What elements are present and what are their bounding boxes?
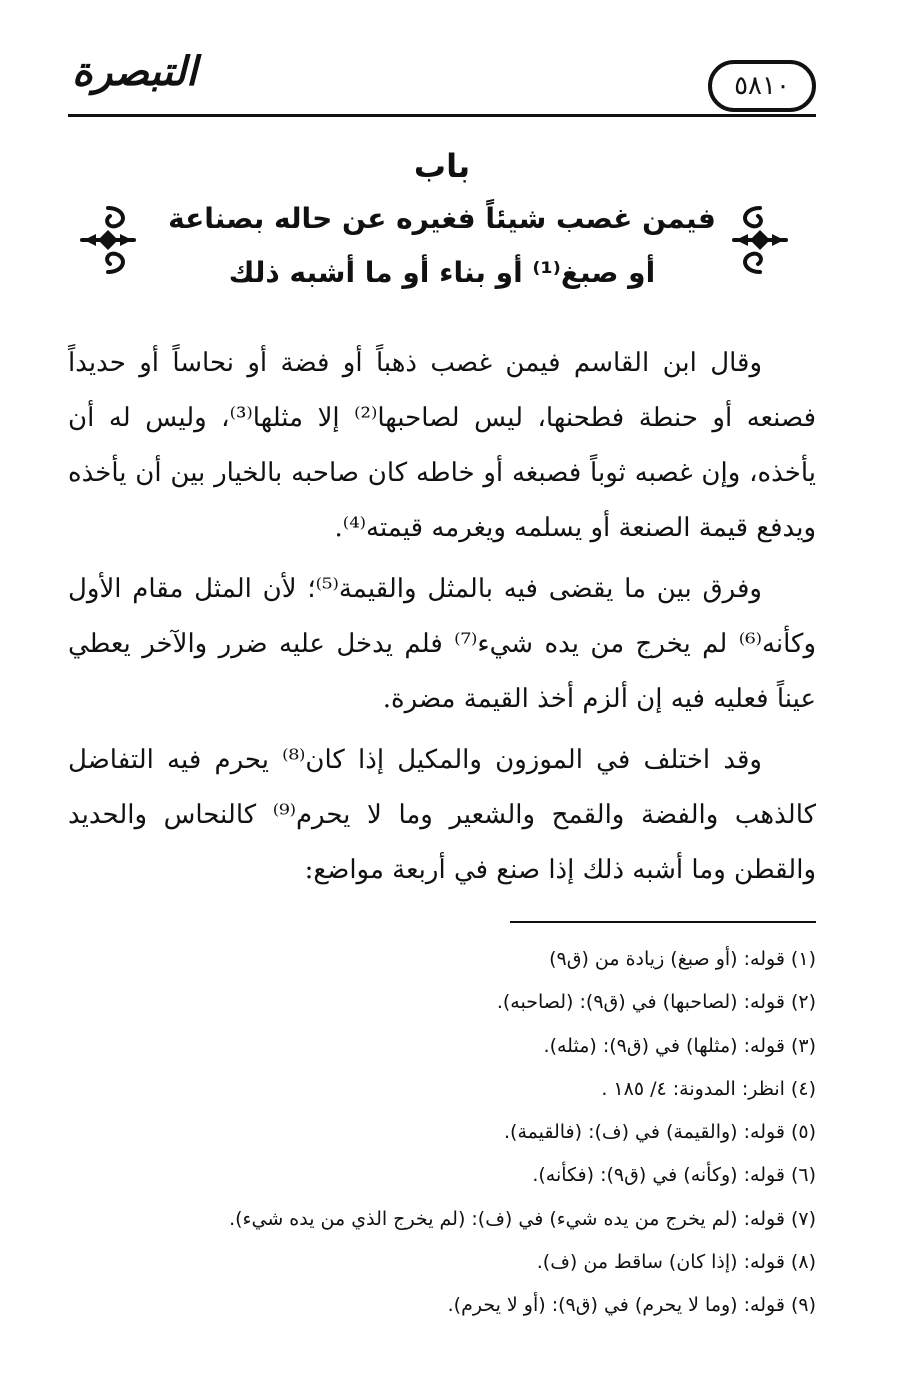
paragraph-1: وقال ابن القاسم فيمن غصب ذهباً أو فضة أو نحاساً أو حديداً فصنعه أو حنطة فطحنها، ليس لصاحبها⁽²⁾ إلا مثلها⁽³⁾، وليس له أن يأخذه، وإن غصبه ثوباً فصبغه أو خاطه كان صاحبه بالخيار بين أن يأخذه ويدفع قيمة الصنعة أو يسلمه ويغرمه قيمته⁽⁴⁾. — [68, 348, 817, 543]
footnote-7: (٧) قوله: (لم يخرج من يده شيء) في (ف): (لم يخرج الذي من يده شيء). — [229, 1207, 816, 1230]
footnote-8: (٨) قوله: (إذا كان) ساقط من (ف). — [536, 1251, 816, 1274]
body-text — [68, 336, 816, 902]
ornament-right-icon — [730, 204, 790, 276]
book-title: التبصرة — [72, 48, 198, 95]
page-number: ٥٨١٠ — [708, 60, 816, 112]
chapter-word: باب — [413, 147, 471, 185]
footnote-3: (٣) قوله: (مثلها) في (ق٩): (مثله). — [543, 1034, 816, 1057]
footnote-separator — [510, 921, 816, 923]
page-header — [68, 48, 816, 118]
chapter-heading — [68, 140, 816, 300]
footnote-9: (٩) قوله: (وما لا يحرم) في (ق٩): (أو لا يحرم). — [447, 1294, 816, 1317]
header-rule — [68, 114, 816, 117]
chapter-title-line-2: أو صبغ⁽¹⁾ أو بناء أو ما أشبه ذلك — [228, 256, 656, 289]
chapter-title-line-1: فيمن غصب شيئاً فغيره عن حاله بصناعة — [168, 202, 716, 235]
paragraph-2: وفرق بين ما يقضى فيه بالمثل والقيمة⁽⁵⁾؛ لأن المثل مقام الأول وكأنه⁽⁶⁾ لم يخرج من يده شيء⁽⁷⁾ فلم يدخل عليه ضرر والآخر يعطي عيناً فعليه فيه إن ألزم أخذ القيمة مضرة. — [68, 574, 816, 714]
ornament-left-icon — [78, 204, 138, 276]
footnote-2: (٢) قوله: (لصاحبها) في (ق٩): (لصاحبه). — [496, 991, 816, 1014]
footnote-5: (٥) قوله: (والقيمة) في (ف): (فالقيمة). — [504, 1121, 816, 1144]
paragraph-3: وقد اختلف في الموزون والمكيل إذا كان⁽⁸⁾ يحرم فيه التفاضل كالذهب والفضة والقمح والشعير وما لا يحرم⁽⁹⁾ كالنحاس والحديد والقطن وما أشبه ذلك إذا صنع في أربعة مواضع: — [68, 745, 816, 885]
footnote-4: (٤) انظر: المدونة: ٤/ ١٨٥ . — [601, 1077, 816, 1100]
footnote-6: (٦) قوله: (وكأنه) في (ق٩): (فكأنه). — [532, 1164, 816, 1187]
footnotes-list — [68, 938, 816, 1328]
footnote-1: (١) قوله: (أو صبغ) زيادة من (ق٩) — [549, 948, 816, 970]
